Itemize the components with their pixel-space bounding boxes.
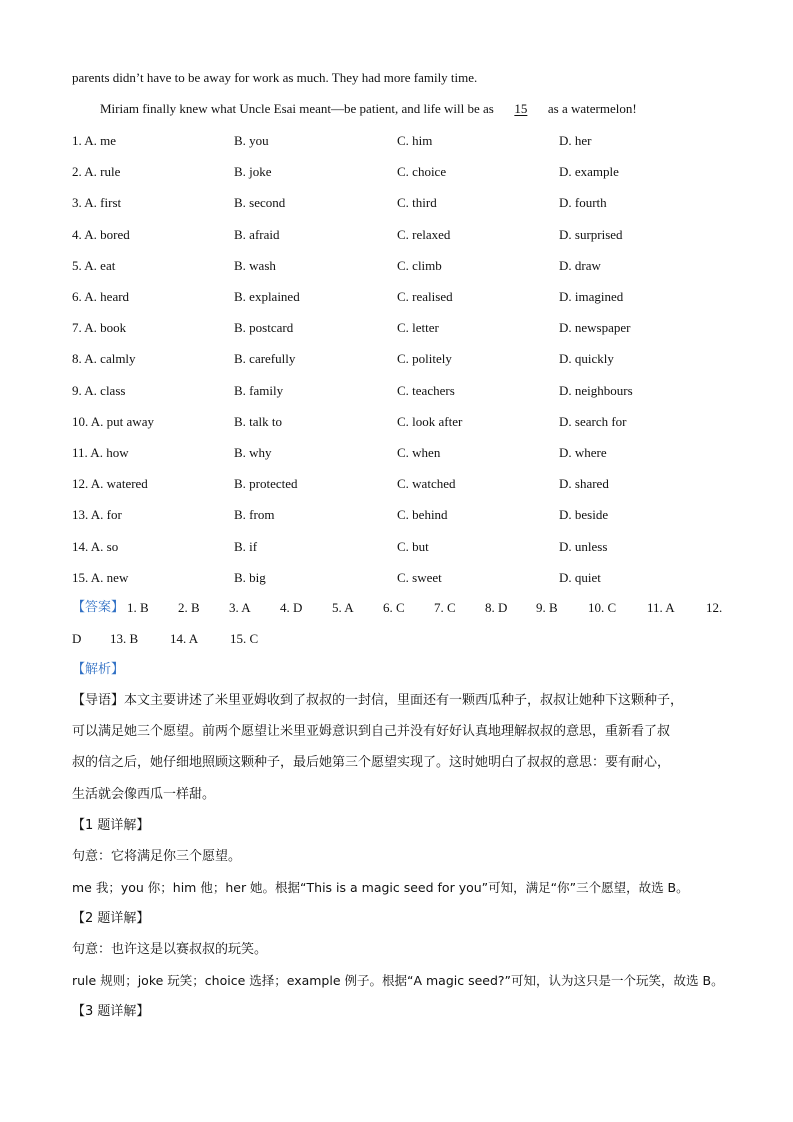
option-row <box>72 414 732 430</box>
option-row <box>72 351 732 367</box>
q1-detail: me 我；you 你；him 他；her 她。根据“This is a magic seed for you”可知，满足“你”三个愿望，故选 B。 <box>72 880 689 895</box>
option-a: 9. A. class <box>72 383 126 398</box>
answer-item: D <box>72 631 82 646</box>
option-d: D. imagined <box>559 289 624 304</box>
answer-item: 4. D <box>280 600 303 615</box>
option-a: 12. A. watered <box>72 476 148 491</box>
option-row <box>72 320 732 336</box>
option-c: C. watched <box>397 476 456 491</box>
guide-line-2: 可以满足她三个愿望。前两个愿望让米里亚姆意识到自己并没有好好认真地理解叔叔的意思，重新看了叔 <box>72 724 671 739</box>
option-c: C. third <box>397 195 437 210</box>
guide-line-3: 叔的信之后，她仔细地照顾这颗种子，最后她第三个愿望实现了。这时她明白了叔叔的意思：要有耐心， <box>72 755 671 770</box>
option-c: C. him <box>397 133 433 148</box>
option-a: 6. A. heard <box>72 289 130 304</box>
option-c: C. but <box>397 539 429 554</box>
option-d: D. example <box>559 164 619 179</box>
option-b: B. if <box>234 539 258 554</box>
answer-label: 【答案】 <box>72 600 125 615</box>
answer-item: 8. D <box>485 600 508 615</box>
option-row <box>72 164 732 180</box>
option-b: B. carefully <box>234 351 296 366</box>
answer-item: 6. C <box>383 600 405 615</box>
option-a: 2. A. rule <box>72 164 121 179</box>
q2-meaning: 句意：也许这是以赛叔叔的玩笑。 <box>72 942 268 957</box>
option-row <box>72 507 732 523</box>
option-d: D. where <box>559 445 607 460</box>
passage-line-2 <box>100 101 637 117</box>
option-row <box>72 258 732 274</box>
option-d: D. unless <box>559 539 608 554</box>
option-c: C. choice <box>397 164 447 179</box>
option-c: C. look after <box>397 414 463 429</box>
analysis-label: 【解析】 <box>72 662 125 677</box>
answer-item: 2. B <box>178 600 200 615</box>
option-d: D. search for <box>559 414 627 429</box>
option-b: B. talk to <box>234 414 283 429</box>
answer-item: 13. B <box>110 631 139 646</box>
passage-line-2-before: Miriam finally knew what Uncle Esai meant—be patient, and life will be as <box>100 101 498 116</box>
option-a: 15. A. new <box>72 570 129 585</box>
guide-line-1: 【导语】本文主要讲述了米里亚姆收到了叔叔的一封信，里面还有一颗西瓜种子，叔叔让她种下这颗种子， <box>72 693 684 708</box>
option-c: C. relaxed <box>397 227 451 242</box>
blank-15-number: 15 <box>514 101 528 116</box>
option-a: 13. A. for <box>72 507 122 522</box>
answer-item: 11. A <box>647 600 675 615</box>
option-d: D. draw <box>559 258 601 273</box>
answer-item: 3. A <box>229 600 251 615</box>
option-row <box>72 289 732 305</box>
option-b: B. postcard <box>234 320 294 335</box>
option-b: B. you <box>234 133 269 148</box>
answer-row-1 <box>72 600 732 616</box>
passage-line-1: parents didn’t have to be away for work as much. They had more family time. <box>72 70 478 85</box>
option-c: C. climb <box>397 258 442 273</box>
option-a: 5. A. eat <box>72 258 116 273</box>
option-d: D. beside <box>559 507 609 522</box>
answer-item: 14. A <box>170 631 199 646</box>
option-b: B. wash <box>234 258 276 273</box>
answer-row-2 <box>72 631 732 647</box>
option-b: B. from <box>234 507 275 522</box>
option-a: 14. A. so <box>72 539 119 554</box>
option-b: B. protected <box>234 476 298 491</box>
option-row <box>72 476 732 492</box>
option-a: 11. A. how <box>72 445 129 460</box>
option-c: C. letter <box>397 320 439 335</box>
q2-detail: rule 规则；joke 玩笑；choice 选择；example 例子。根据“A magic seed?”可知，认为这只是一个玩笑，故选 B。 <box>72 973 724 988</box>
option-row <box>72 570 732 586</box>
answer-item: 15. C <box>230 631 259 646</box>
option-c: C. politely <box>397 351 452 366</box>
option-c: C. teachers <box>397 383 455 398</box>
option-a: 10. A. put away <box>72 414 154 429</box>
option-d: D. surprised <box>559 227 623 242</box>
q2-title: 【2 题详解】 <box>72 911 150 926</box>
option-a: 7. A. book <box>72 320 127 335</box>
answer-item: 5. A <box>332 600 354 615</box>
option-b: B. family <box>234 383 284 398</box>
option-d: D. quickly <box>559 351 614 366</box>
q3-title: 【3 题详解】 <box>72 1004 150 1019</box>
answer-item: 9. B <box>536 600 558 615</box>
option-row <box>72 539 732 555</box>
option-d: D. shared <box>559 476 609 491</box>
answer-item: 1. B <box>127 600 149 615</box>
option-d: D. quiet <box>559 570 601 585</box>
option-b: B. explained <box>234 289 300 304</box>
option-c: C. sweet <box>397 570 442 585</box>
option-b: B. afraid <box>234 227 280 242</box>
guide-line-4: 生活就会像西瓜一样甜。 <box>72 787 216 802</box>
option-a: 3. A. first <box>72 195 122 210</box>
passage-line-2-after: as a watermelon! <box>544 101 637 116</box>
option-row <box>72 383 732 399</box>
option-b: B. big <box>234 570 266 585</box>
q1-meaning: 句意：它将满足你三个愿望。 <box>72 849 242 864</box>
option-c: C. behind <box>397 507 448 522</box>
answer-item: 10. C <box>588 600 617 615</box>
option-d: D. fourth <box>559 195 607 210</box>
option-b: B. second <box>234 195 286 210</box>
option-b: B. why <box>234 445 272 460</box>
option-row <box>72 195 732 211</box>
option-d: D. newspaper <box>559 320 631 335</box>
option-row <box>72 227 732 243</box>
option-c: C. realised <box>397 289 453 304</box>
option-d: D. neighbours <box>559 383 633 398</box>
q1-title: 【1 题详解】 <box>72 818 150 833</box>
option-b: B. joke <box>234 164 272 179</box>
option-d: D. her <box>559 133 592 148</box>
option-a: 4. A. bored <box>72 227 130 242</box>
option-a: 1. A. me <box>72 133 117 148</box>
option-row <box>72 445 732 461</box>
answer-item: 12. <box>706 600 723 615</box>
option-row <box>72 133 732 149</box>
option-a: 8. A. calmly <box>72 351 136 366</box>
blank-15 <box>497 101 545 117</box>
answer-item: 7. C <box>434 600 456 615</box>
option-c: C. when <box>397 445 441 460</box>
